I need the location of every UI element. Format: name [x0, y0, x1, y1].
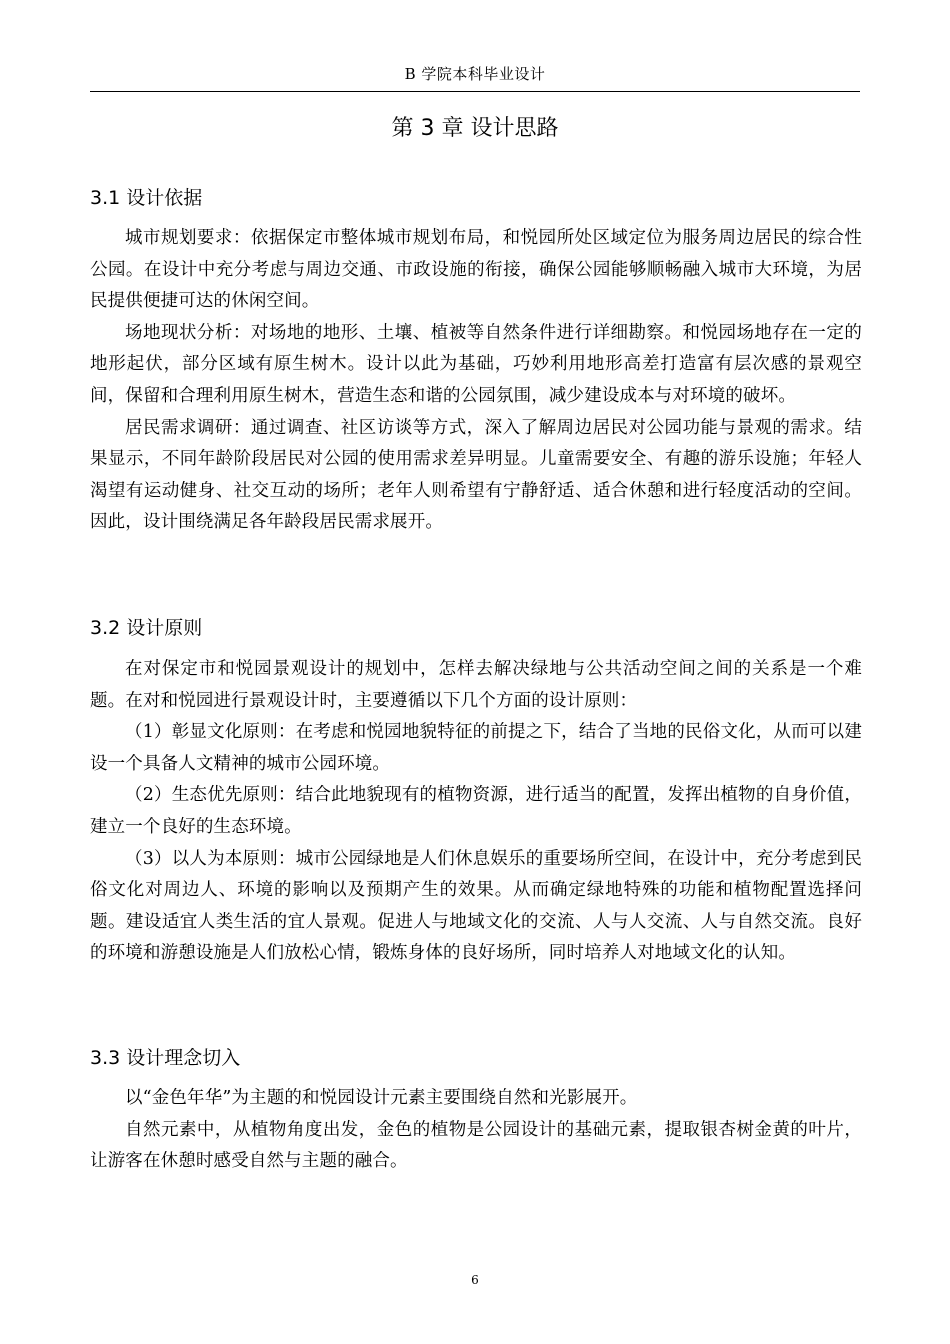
section-heading-3-3: 3.3 设计理念切入 [90, 1047, 241, 1069]
paragraph: 以“金色年华”为主题的和悦园设计元素主要围绕自然和光影展开。 [125, 1088, 638, 1108]
section-heading-3-2: 3.2 设计原则 [90, 617, 203, 639]
paragraph: 自然元素中，从植物角度出发，金色的植物是公园设计的基础元素，提取银杏树金黄的叶片，让游客在休憩时感受自然与主题的融合。 [90, 1119, 862, 1172]
chapter-title: 第 3 章 设计思路 [391, 116, 559, 141]
paragraph: 居民需求调研：通过调查、社区访谈等方式，深入了解周边居民对公园功能与景观的需求。结果显示，不同年龄阶段居民对公园的使用需求差异明显。儿童需要安全、有趣的游乐设施；年轻人渴望有运动健身、社交互动的场所；老年人则希望有宁静舒适、适合休憩和进行轻度活动的空间。因此，设计围绕满足各年龄段居民需求展开。 [90, 417, 862, 533]
section-heading-3-1: 3.1 设计依据 [90, 187, 203, 209]
paragraph: 城市规划要求：依据保定市整体城市规划布局，和悦园所处区域定位为服务周边居民的综合性公园。在设计中充分考虑与周边交通、市政设施的衔接，确保公园能够顺畅融入城市大环境，为居民提供便捷可达的休闲空间。 [90, 228, 862, 312]
paragraph: （2）生态优先原则：结合此地貌现有的植物资源，进行适当的配置，发挥出植物的自身价值，建立一个良好的生态环境。 [90, 785, 862, 837]
header-rule [90, 91, 860, 92]
paragraph: 场地现状分析：对场地的地形、土壤、植被等自然条件进行详细勘察。和悦园场地存在一定的地形起伏，部分区域有原生树木。设计以此为基础，巧妙利用地形高差打造富有层次感的景观空间，保留和合理利用原生树木，营造生态和谐的公园氛围，减少建设成本与对环境的破坏。 [90, 322, 862, 406]
section-body-3-3 [90, 1083, 862, 1178]
paragraph: （1）彰显文化原则：在考虑和悦园地貌特征的前提之下，结合了当地的民俗文化，从而可以建设一个具备人文精神的城市公园环境。 [90, 722, 862, 774]
paragraph: （3）以人为本原则：城市公园绿地是人们休息娱乐的重要场所空间，在设计中，充分考虑到民俗文化对周边人、环境的影响以及预期产生的效果。从而确定绿地特殊的功能和植物配置选择问题。建设适宜人类生活的宜人景观。促进人与地域文化的交流、人与人交流、人与自然交流。良好的环境和游憩设施是人们放松心情，锻炼身体的良好场所，同时培养人对地域文化的认知。 [90, 848, 862, 964]
section-body-3-1 [90, 223, 862, 539]
page-header: B 学院本科毕业设计 [404, 65, 546, 83]
page-number: 6 [471, 1273, 479, 1287]
paragraph: 在对保定市和悦园景观设计的规划中，怎样去解决绿地与公共活动空间之间的关系是一个难题。在对和悦园进行景观设计时，主要遵循以下几个方面的设计原则： [90, 659, 862, 711]
section-body-3-2 [90, 654, 862, 970]
